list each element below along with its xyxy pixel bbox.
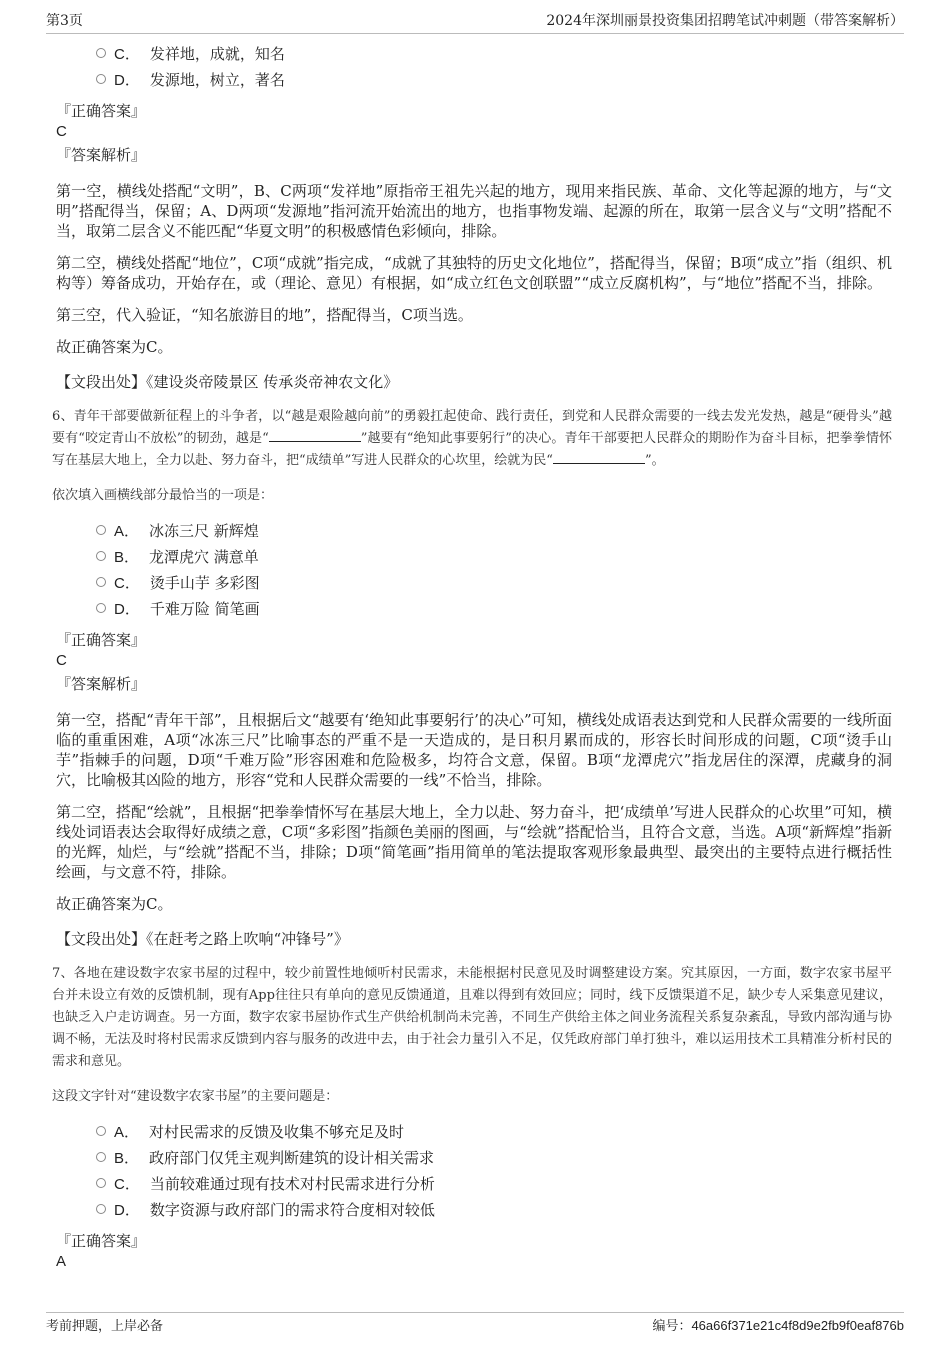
- radio-button-icon[interactable]: [96, 48, 106, 58]
- analysis-paragraph: 第一空，横线处搭配“文明”，B、C两项“发祥地”原指帝王祖先兴起的地方，现用来指民族、革命、文化等起源的地方，与“文明”搭配得当，保留；A、D两项“发源地”指河流开始流出的地方，也指事物发端、起源的所在，取第一层含义与“文明”搭配不当，取第二层含义不能匹配“华夏文明”的积极感情色彩倾向，排除。: [56, 182, 892, 240]
- radio-button-icon[interactable]: [96, 1204, 106, 1214]
- analysis-paragraph: 第二空，搭配“绘就”，且根据“把拳拳情怀写在基层大地上，全力以赴、努力奋斗，把‘成绩单’写进人民群众的心坎里”可知，横线处词语表达会取得好成绩之意，C项“多彩图”指颜色美丽的图画，与“绘就”搭配恰当，且符合文意，当选。A项“新辉煌”指新的光辉，灿烂，与“绘就”搭配不当，排除；D项“简笔画”指用简单的笔法提取客观形象最典型、最突出的主要特点进行概括性绘画，与文意不符，排除。: [56, 803, 892, 881]
- answer-label: 『正确答案』: [56, 1232, 147, 1250]
- radio-button-icon[interactable]: [96, 551, 106, 561]
- question-6-text: 6、青年干部要做新征程上的斗争者，以“越是艰险越向前”的勇毅扛起使命、践行责任，到党和人民群众需要的一线去发光发热，越是“硬骨头”越要有“咬定青山不放松”的韧劲，越是“ ”越要有“绝知此事要躬行”的决心。青年干部要把人民群众的期盼作为奋斗目标，把拳拳情怀写在基层大地上，全力以赴、努力奋斗，把“成绩单”写进人民群众的心坎里，绘就为民“ ”。: [52, 409, 892, 468]
- analysis-paragraph: 第二空，横线处搭配“地位”，C项“成就”指完成，“成就了其独特的历史文化地位”，搭配得当，保留；B项“成立”指（组织、机构等）筹备成功，开始存在，或（理论、意见）有根据，如“成立红色文创联盟”“成立反腐机构”，与“地位”搭配不当，排除。: [56, 254, 892, 292]
- radio-button-icon[interactable]: [96, 525, 106, 535]
- blank-line: [269, 429, 361, 442]
- answer-label: 『正确答案』: [56, 102, 147, 120]
- page-footer: [46, 1312, 904, 1334]
- analysis-label: 『答案解析』: [56, 675, 147, 693]
- q7-option-c[interactable]: C． 当前较难通过现有技术对村民需求进行分析: [96, 1170, 892, 1196]
- q6-option-b[interactable]: B． 龙潭虎穴 满意单: [96, 543, 892, 569]
- source-citation: 【文段出处】《在赶考之路上吹响“冲锋号”》: [56, 930, 349, 948]
- q6-option-c[interactable]: C． 烫手山芋 多彩图: [96, 569, 892, 595]
- analysis-label: 『答案解析』: [56, 146, 147, 164]
- q7-option-d[interactable]: D． 数字资源与政府部门的需求符合度相对较低: [96, 1196, 892, 1222]
- q5-option-d[interactable]: D． 发源地，树立，著名: [96, 66, 892, 92]
- q7-options: [56, 1118, 892, 1222]
- radio-button-icon[interactable]: [96, 603, 106, 613]
- page-number: 第3页: [46, 13, 83, 29]
- analysis-paragraph: 故正确答案为C。: [56, 338, 173, 356]
- radio-button-icon[interactable]: [96, 1152, 106, 1162]
- document-title: 2024年深圳丽景投资集团招聘笔试冲刺题（带答案解析）: [546, 13, 904, 29]
- q5-option-c[interactable]: C． 发祥地，成就，知名: [96, 40, 892, 66]
- analysis-paragraph: 故正确答案为C。: [56, 895, 173, 913]
- question-6-prompt: 依次填入画横线部分最恰当的一项是：: [52, 488, 274, 503]
- content: [52, 40, 892, 1274]
- q6-option-d[interactable]: D． 千难万险 简笔画: [96, 595, 892, 621]
- blank-line: [553, 451, 645, 464]
- radio-button-icon[interactable]: [96, 74, 106, 84]
- answer-value: A: [56, 1253, 67, 1270]
- question-7-text: 7、各地在建设数字农家书屋的过程中，较少前置性地倾听村民需求，未能根据村民意见及时调整建设方案。究其原因，一方面，数字农家书屋平台并未设立有效的反馈机制，现有App往往只有单向的意见反馈通道，且难以得到有效回应；同时，线下反馈渠道不足，缺少专人采集意见建议，也缺乏入户走访调查。另一方面，数字农家书屋协作式生产供给机制尚未完善，不同生产供给主体之间业务流程关系复杂紊乱，导致内部沟通与协调不畅，无法及时将村民需求反馈到内容与服务的改进中去，由于社会力量引入不足，仅凭政府部门单打独斗，难以运用技术工具精准分析村民的需求和意见。: [52, 966, 892, 1069]
- radio-button-icon[interactable]: [96, 1178, 106, 1188]
- q7-option-a[interactable]: A． 对村民需求的反馈及收集不够充足及时: [96, 1118, 892, 1144]
- answer-value: C: [56, 123, 67, 140]
- q5-options: [56, 40, 892, 92]
- document-id: 编号：46a66f371e21c4f8d9e2fb9f0eaf876b: [652, 1318, 904, 1334]
- answer-value: C: [56, 652, 67, 669]
- question-7-prompt: 这段文字针对“建设数字农家书屋”的主要问题是：: [52, 1089, 339, 1104]
- q7-option-b[interactable]: B． 政府部门仅凭主观判断建筑的设计相关需求: [96, 1144, 892, 1170]
- answer-label: 『正确答案』: [56, 631, 147, 649]
- analysis-paragraph: 第一空，搭配“青年干部”，且根据后文“越要有‘绝知此事要躬行’的决心”可知，横线处成语表达到党和人民群众需要的一线所面临的重重困难，A项“冰冻三尺”比喻事态的严重不是一天造成的，是日积月累而成的，形容长时间形成的问题，C项“烫手山芋”指棘手的问题，D项“千难万险”形容困难和危险极多，均符合文意，保留。B项“龙潭虎穴”指龙居住的深潭，虎藏身的洞穴，比喻极其凶险的地方，形容“党和人民群众需要的一线”不恰当，排除。: [56, 711, 892, 789]
- radio-button-icon[interactable]: [96, 1126, 106, 1136]
- analysis-paragraph: 第三空，代入验证，“知名旅游目的地”，搭配得当，C项当选。: [56, 306, 473, 324]
- page-header: [46, 12, 904, 34]
- radio-button-icon[interactable]: [96, 577, 106, 587]
- source-citation: 【文段出处】《建设炎帝陵景区 传承炎帝神农文化》: [56, 373, 399, 391]
- q6-options: [56, 517, 892, 621]
- q6-option-a[interactable]: A． 冰冻三尺 新辉煌: [96, 517, 892, 543]
- footer-slogan: 考前押题，上岸必备: [46, 1319, 164, 1334]
